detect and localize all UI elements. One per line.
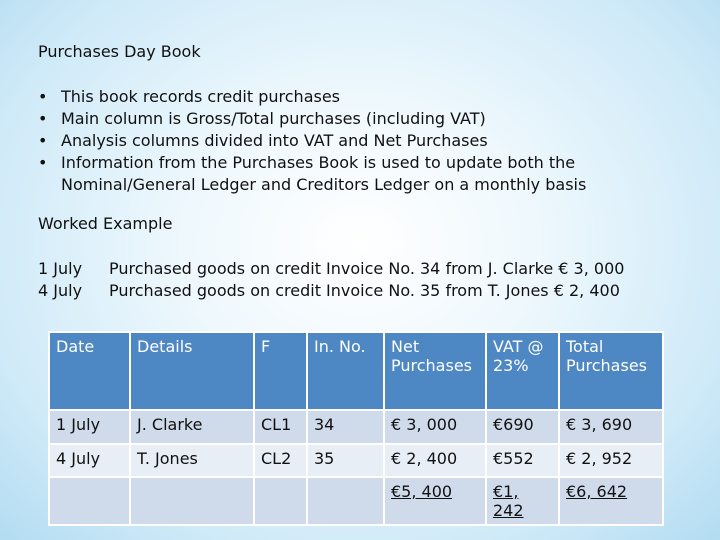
cell-folio: CL1 [254, 410, 307, 444]
header-details: Details [130, 332, 254, 410]
bullet-item: • This book records credit purchases [38, 87, 341, 106]
cell-total: € 3, 690 [559, 410, 663, 444]
transaction-text: Purchased goods on credit Invoice No. 34 from J. Clarke € 3, 000 [109, 259, 625, 278]
bullet-item: • Information from the Purchases Book is used to update both the Nominal/General Ledger and Creditors Ledger on a monthly basis [38, 153, 587, 194]
cell-total: € 2, 952 [559, 444, 663, 477]
bullet-icon: • [38, 131, 48, 150]
cell-folio: CL2 [254, 444, 307, 477]
cell-details: T. Jones [130, 444, 254, 477]
header-invoice-no: In. No. [307, 332, 384, 410]
totals-row [49, 477, 663, 525]
cell-invoice-no: 34 [307, 410, 384, 444]
table-header-row [49, 332, 663, 410]
total-net: €5, 400 [384, 477, 486, 525]
header-net-purchases: Net Purchases [384, 332, 486, 410]
transaction-date: 4 July [38, 281, 83, 300]
cell-invoice-no: 35 [307, 444, 384, 477]
bullet-icon: • [38, 153, 48, 172]
header-folio: F [254, 332, 307, 410]
bullet-icon: • [38, 109, 48, 128]
total-vat: €1, 242 [486, 477, 559, 525]
bullet-item: • Analysis columns divided into VAT and Net Purchases [38, 131, 488, 150]
page-title: Purchases Day Book [38, 42, 201, 61]
cell-date: 1 July [49, 410, 130, 444]
cell-vat: €552 [486, 444, 559, 477]
purchases-day-book-table [48, 331, 664, 526]
transaction-date: 1 July [38, 259, 83, 278]
total-total: €6, 642 [559, 477, 663, 525]
cell-net: € 3, 000 [384, 410, 486, 444]
table-row [49, 410, 663, 444]
table-row [49, 444, 663, 477]
bullet-icon: • [38, 87, 48, 106]
cell-empty [49, 477, 130, 525]
cell-date: 4 July [49, 444, 130, 477]
cell-details: J. Clarke [130, 410, 254, 444]
transaction-text: Purchased goods on credit Invoice No. 35 from T. Jones € 2, 400 [109, 281, 620, 300]
transaction-line [38, 259, 624, 278]
cell-vat: €690 [486, 410, 559, 444]
transaction-line [38, 281, 620, 300]
cell-empty [307, 477, 384, 525]
cell-empty [130, 477, 254, 525]
header-vat: VAT @ 23% [486, 332, 559, 410]
header-date: Date [49, 332, 130, 410]
bullet-item: • Main column is Gross/Total purchases (including VAT) [38, 109, 486, 128]
cell-net: € 2, 400 [384, 444, 486, 477]
cell-empty [254, 477, 307, 525]
header-total-purchases: Total Purchases [559, 332, 663, 410]
worked-example-heading: Worked Example [38, 214, 173, 233]
bullet-list [38, 86, 678, 196]
